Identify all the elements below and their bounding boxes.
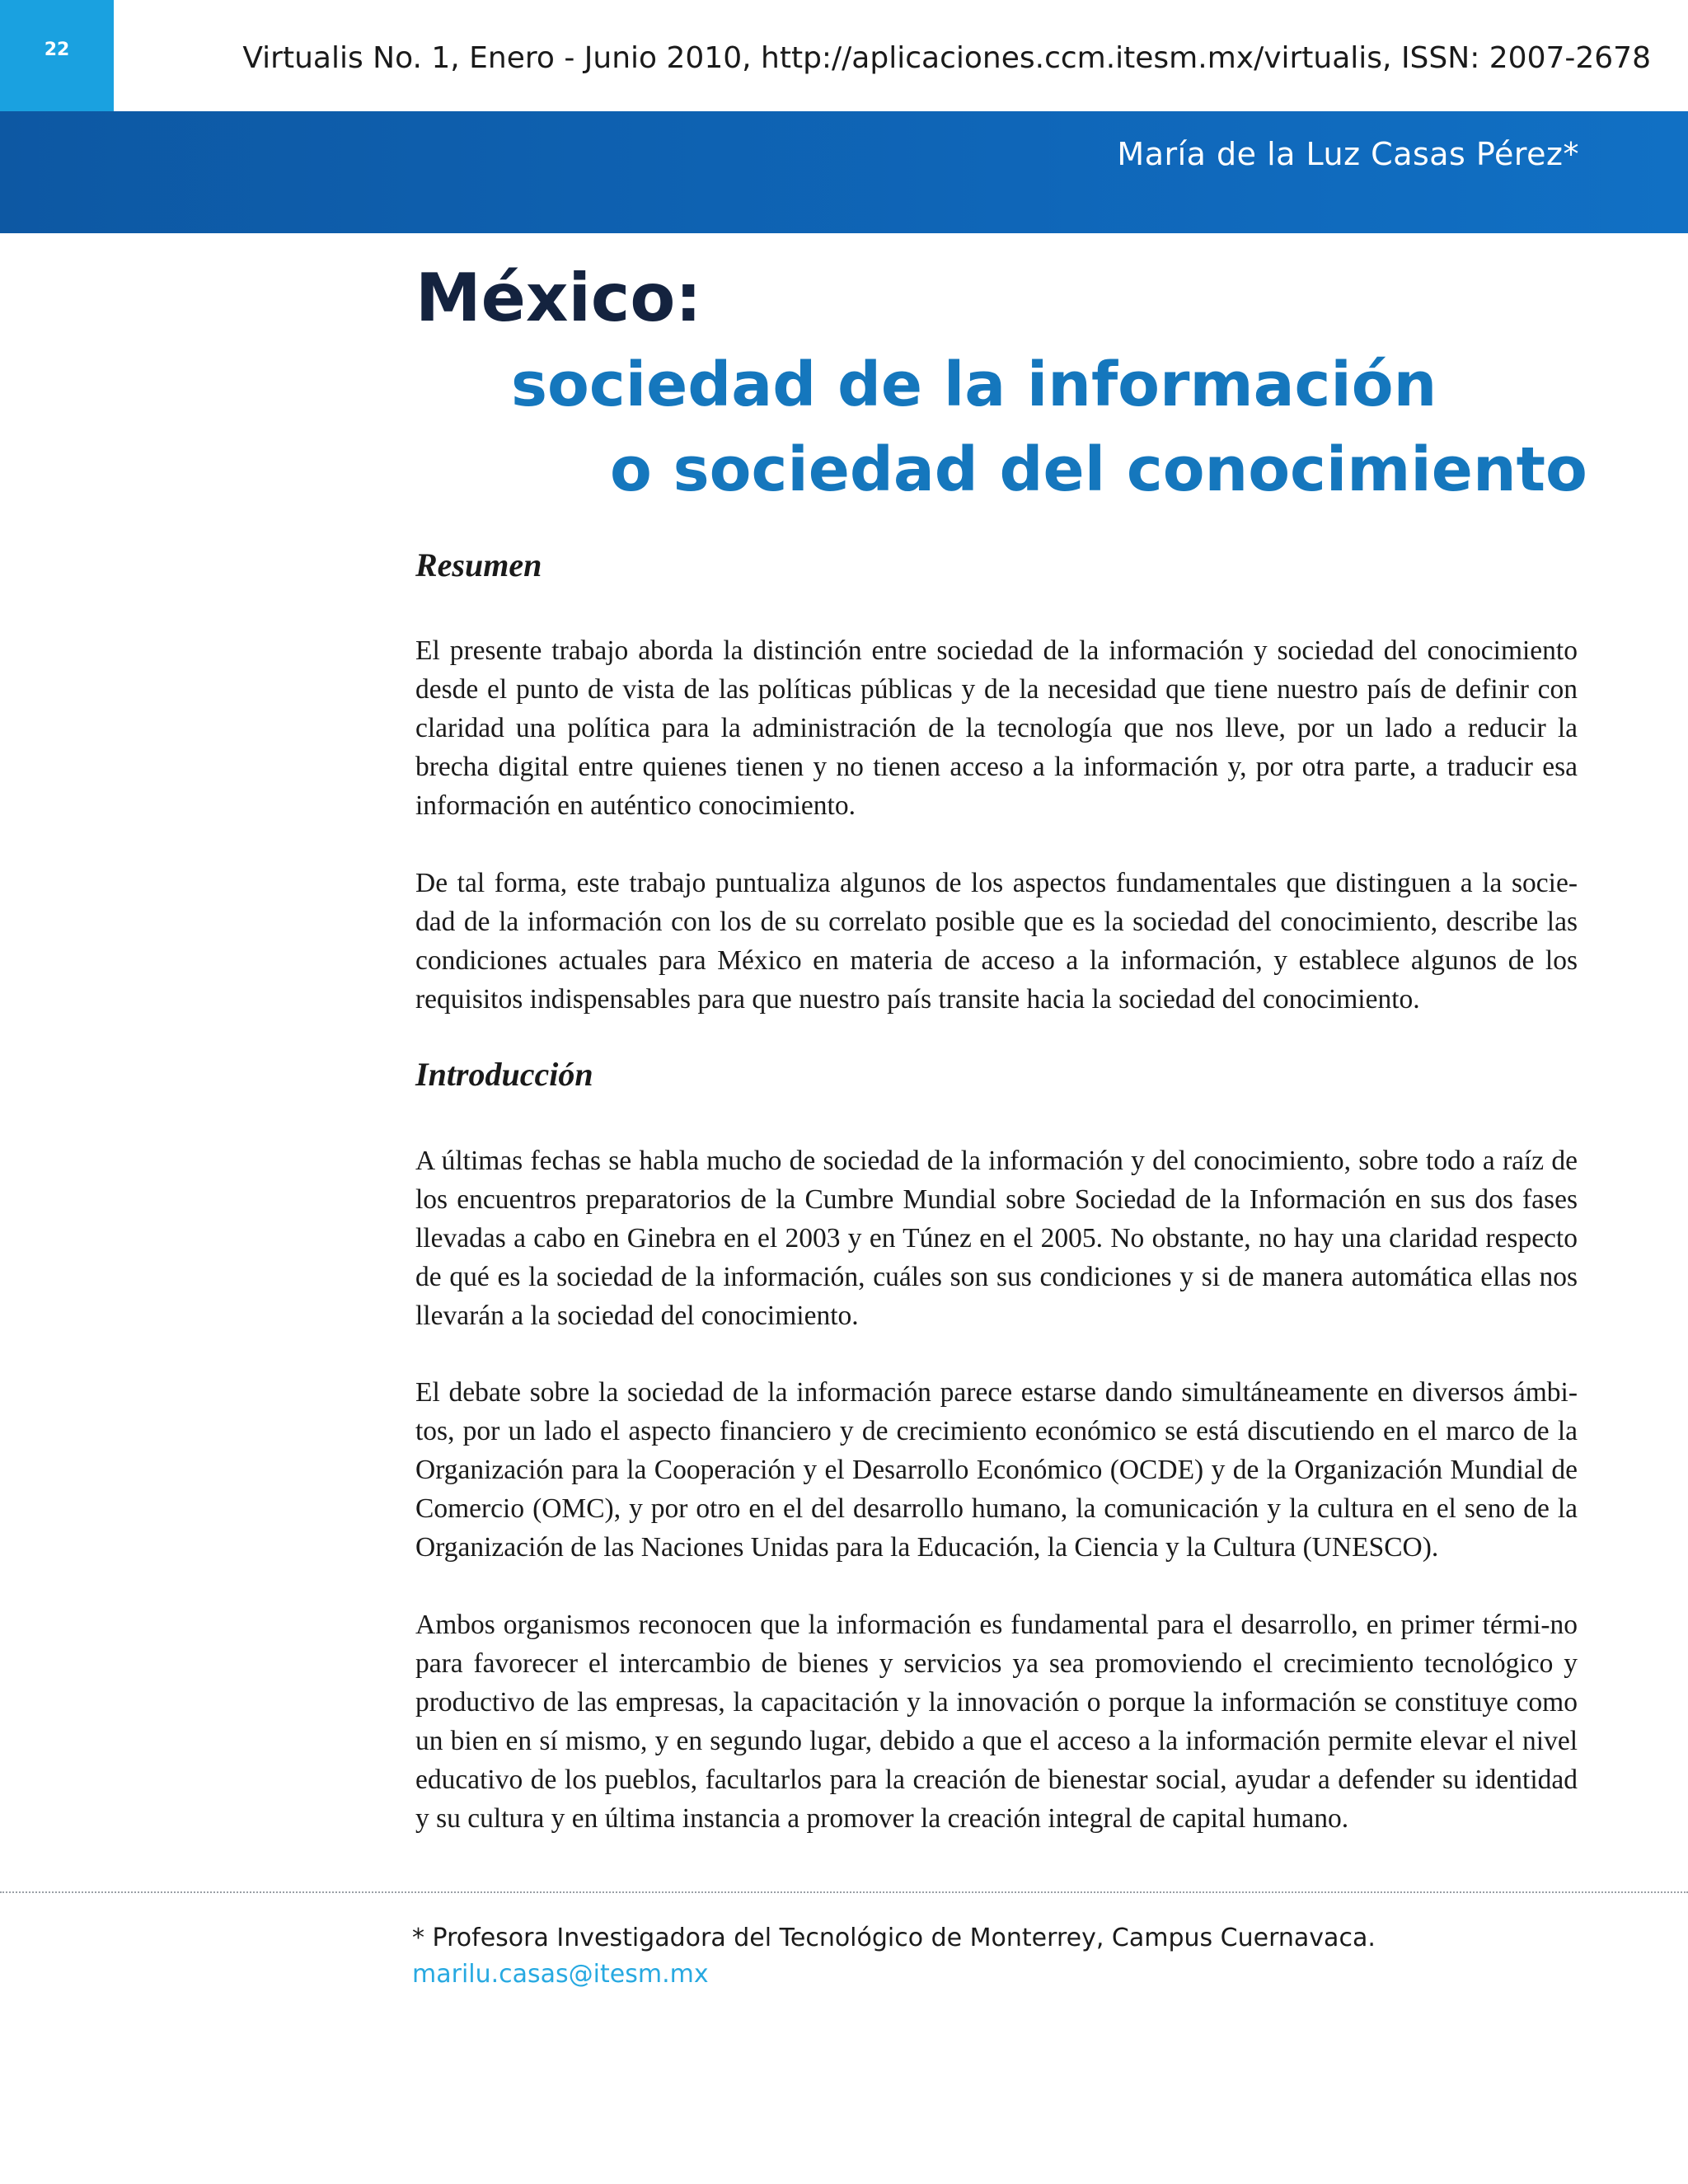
page-number-tab — [0, 0, 114, 111]
section-heading-introduccion: Introducción — [415, 1056, 593, 1093]
page-number: 22 — [44, 40, 70, 60]
section-heading-resumen: Resumen — [415, 546, 542, 583]
introduccion-paragraph-2: El debate sobre la sociedad de la información parece estarse dando simultáneamente en diversos ámbi-tos, por un lado el aspecto financiero y de crecimiento económico se está discutiendo en el marco de la Organización para la Cooperación y el Desarrollo Económico (OCDE) y de la Organización Mundial de Comercio (OMC), y por otro en el del desarrollo humano, la comunicación y la cultura en el seno de la Organización de las Naciones Unidas para la Educación, la Ciencia y la Cultura (UNESCO). — [415, 1377, 1578, 1563]
resumen-paragraph-1: El presente trabajo aborda la distinción entre sociedad de la información y sociedad del conocimiento desde el punto de vista de las políticas públicas y de la necesidad que tiene nuestro país de definir con claridad una política para la administración de la tecnología que nos lleve, por un lado a reducir la brecha digital entre quienes tienen y no tienen acceso a la información y, por otra parte, a traducir esa información en auténtico conocimiento. — [415, 635, 1578, 821]
footnote-text: * Profesora Investigadora del Tecnológico de Monterrey, Campus Cuernavaca. — [412, 1924, 1376, 1952]
article-title: México: — [415, 260, 702, 336]
author-bar — [0, 111, 1688, 233]
journal-header: Virtualis No. 1, Enero - Junio 2010, http://aplicaciones.ccm.itesm.mx/virtualis, ISSN: 2007-2678 — [242, 41, 1651, 75]
introduccion-paragraph-1: A últimas fechas se habla mucho de sociedad de la información y del conocimiento, sobre todo a raíz de los encuentros preparatorios de la Cumbre Mundial sobre Sociedad de la Información en sus dos fases llevadas a cabo en Ginebra en el 2003 y en Túnez en el 2005. No obstante, no hay una claridad respecto de qué es la sociedad de la información, cuáles son sus condiciones y si de manera automática ellas nos llevarán a la sociedad del conocimiento. — [415, 1146, 1578, 1331]
author-email-link[interactable]: marilu.casas@itesm.mx — [412, 1960, 709, 1989]
footnote — [412, 1920, 1376, 1993]
article-subtitle-line-1: sociedad de la información — [511, 349, 1437, 420]
article-subtitle-line-2: o sociedad del conocimiento — [610, 434, 1587, 505]
footnote-divider — [0, 1891, 1688, 1893]
author-name: María de la Luz Casas Pérez* — [1117, 136, 1579, 172]
introduccion-paragraph-3: Ambos organismos reconocen que la información es fundamental para el desarrollo, en primer térmi-no para favorecer el intercambio de bienes y servicios ya sea promoviendo el crecimiento tecnológico y productivo de las empresas, la capacitación y la innovación o porque la información se constituye como un bien en sí mismo, y en segundo lugar, debido a que el acceso a la información permite elevar el nivel educativo de los pueblos, facultarlos para la creación de bienestar social, ayudar a defender su identidad y su cultura y en última instancia a promover la creación integral de capital humano. — [415, 1610, 1578, 1834]
resumen-paragraph-2: De tal forma, este trabajo puntualiza algunos de los aspectos fundamentales que distinguen a la socie-dad de la información con los de su correlato posible que es la sociedad del conocimiento, describe las condiciones actuales para México en materia de acceso a la información, y establece algunos de los requisitos indispensables para que nuestro país transite hacia la sociedad del conocimiento. — [415, 868, 1578, 1015]
